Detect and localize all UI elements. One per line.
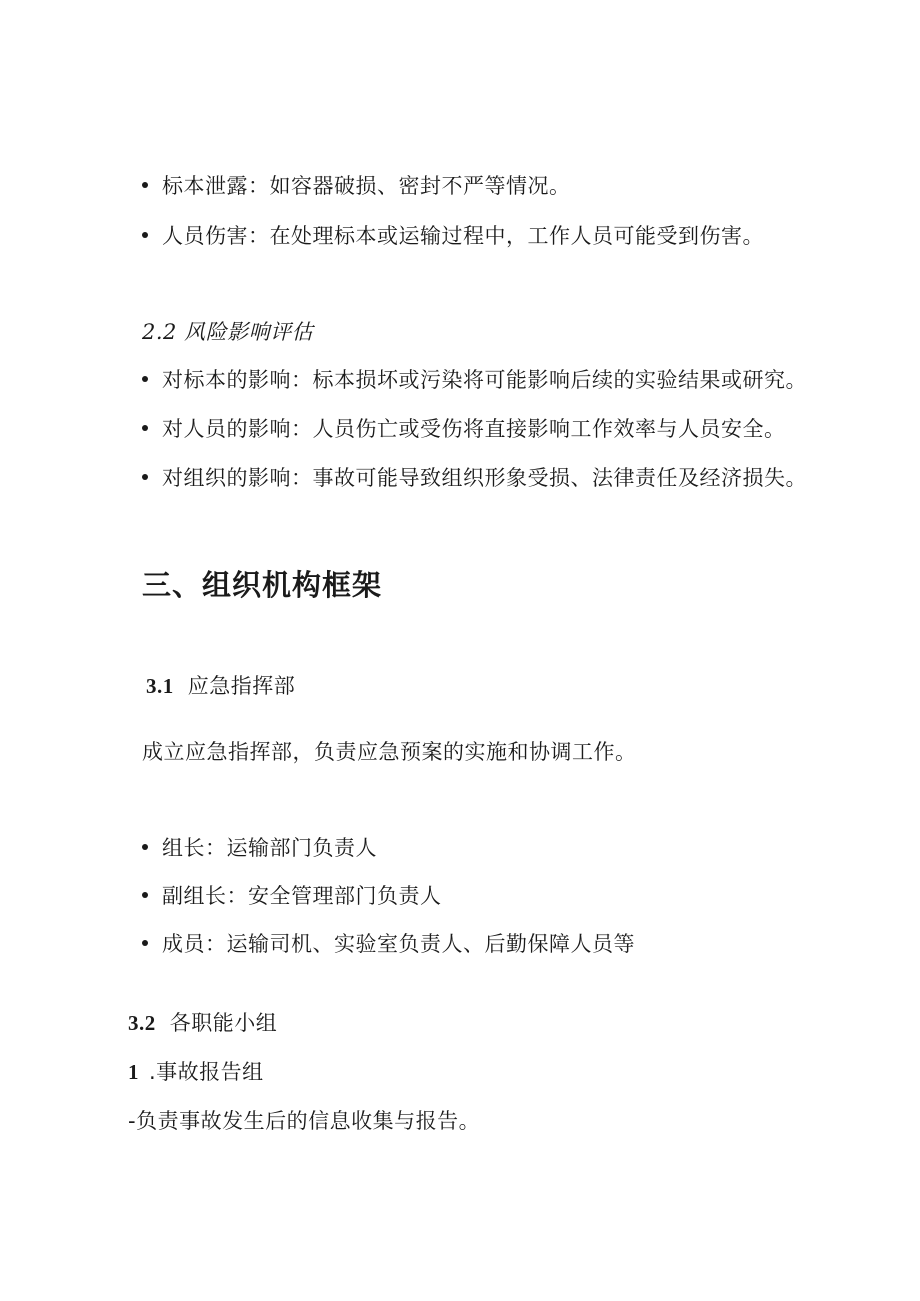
list-item-text: 成员：运输司机、实验室负责人、后勤保障人员等 xyxy=(162,932,635,956)
list-item xyxy=(142,882,442,910)
bullet-icon xyxy=(142,892,148,898)
list-item-text: 对标本的影响：标本损坏或污染将可能影响后续的实验结果或研究。 xyxy=(162,368,807,392)
list-item-text: 副组长：安全管理部门负责人 xyxy=(162,884,442,908)
group-title: .事故报告组 xyxy=(149,1060,264,1084)
bullet-icon xyxy=(142,474,148,480)
paragraph: -负责事故发生后的信息收集与报告。 xyxy=(128,1109,481,1133)
list-item xyxy=(142,930,635,958)
bullet-icon xyxy=(142,232,148,238)
list-item-text: 对人员的影响：人员伤亡或受伤将直接影响工作效率与人员安全。 xyxy=(162,417,786,441)
list-item xyxy=(142,172,571,200)
subsection-heading xyxy=(146,672,295,700)
bullet-icon xyxy=(142,376,148,382)
subsection-title: 各职能小组 xyxy=(169,1011,278,1035)
bullet-icon xyxy=(142,844,148,850)
subsection-number: 3.1 xyxy=(146,674,174,698)
list-item-text: 标本泄露：如容器破损、密封不严等情况。 xyxy=(162,174,571,198)
list-item xyxy=(142,834,377,862)
list-item xyxy=(142,415,786,443)
bullet-icon xyxy=(142,182,148,188)
paragraph: 成立应急指挥部，负责应急预案的实施和协调工作。 xyxy=(142,740,637,764)
list-item-text: 人员伤害：在处理标本或运输过程中，工作人员可能受到伤害。 xyxy=(162,224,764,248)
list-item-text: 组长：运输部门负责人 xyxy=(162,836,377,860)
list-item xyxy=(142,222,764,250)
list-item xyxy=(142,366,807,394)
list-item-text: 对组织的影响：事故可能导致组织形象受损、法律责任及经济损失。 xyxy=(162,466,807,490)
section-title: 三、组织机构框架 xyxy=(142,568,383,602)
subsection-heading xyxy=(128,1009,277,1037)
bullet-icon xyxy=(142,425,148,431)
bullet-icon xyxy=(142,940,148,946)
subsection-heading: 2.2 风险影响评估 xyxy=(142,320,314,344)
group-heading xyxy=(128,1058,264,1086)
subsection-title: 应急指挥部 xyxy=(187,674,296,698)
group-number: 1 xyxy=(128,1060,139,1084)
list-item xyxy=(142,464,807,492)
subsection-number: 3.2 xyxy=(128,1011,156,1035)
